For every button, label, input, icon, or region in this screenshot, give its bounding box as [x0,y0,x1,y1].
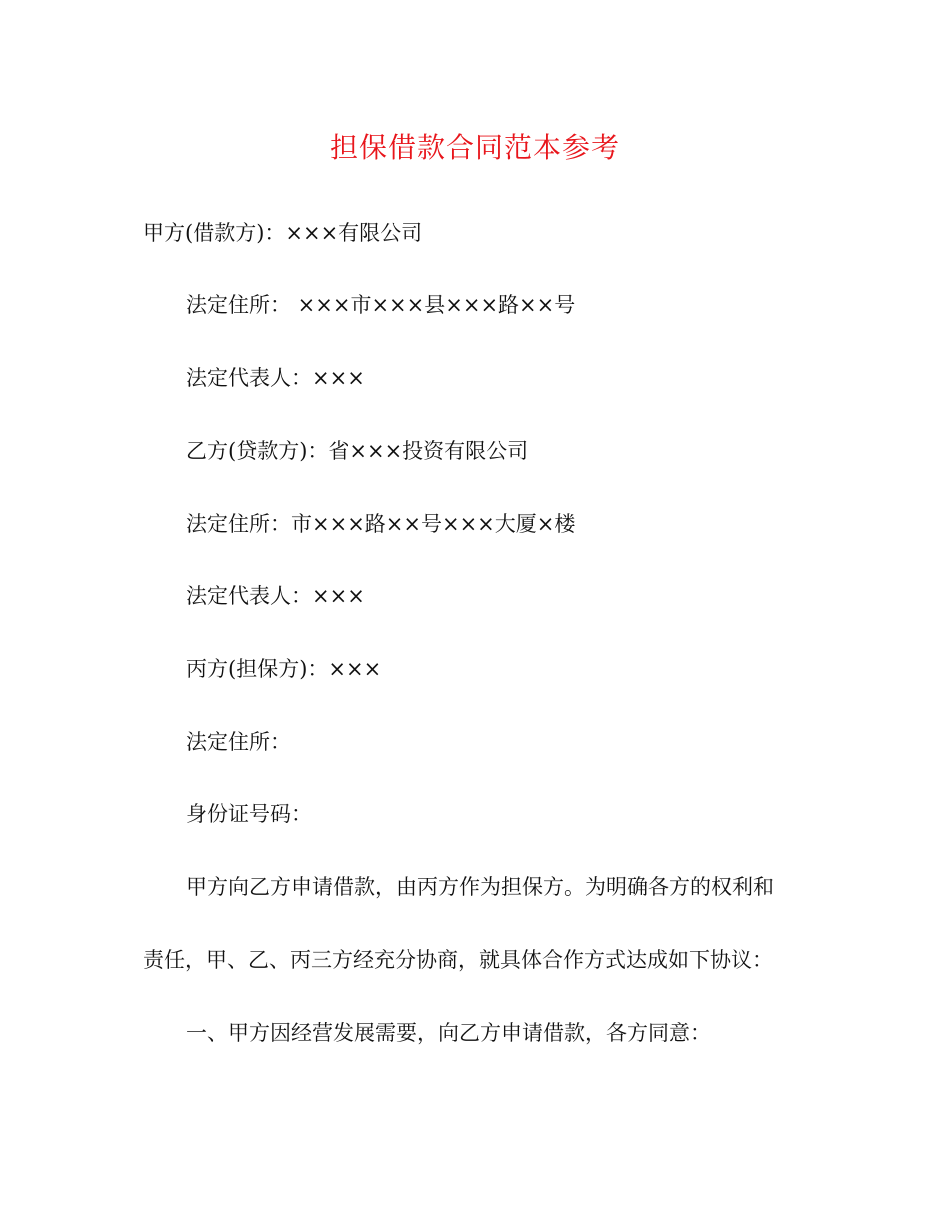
party-a-address: 法定住所： ×××市×××县×××路××号 [186,293,576,317]
document-title: 担保借款合同范本参考 [329,131,620,164]
party-c-line: 丙方(担保方)：××× [186,657,382,681]
party-b-address: 法定住所：市×××路××号×××大厦×楼 [186,512,576,536]
party-b-line: 乙方(贷款方)：省×××投资有限公司 [186,439,529,463]
party-c-id-number: 身份证号码： [186,802,312,826]
paragraph-intro-line-1: 甲方向乙方申请借款，由丙方作为担保方。为明确各方的权利和 [186,875,774,899]
clause-one-line: 一、甲方因经营发展需要，向乙方申请借款，各方同意： [186,1021,711,1045]
party-a-representative: 法定代表人：××× [186,366,365,390]
party-c-address: 法定住所： [186,730,291,754]
paragraph-intro-line-2: 责任，甲、乙、丙三方经充分协商，就具体合作方式达成如下协议： [143,948,773,972]
party-a-line: 甲方(借款方)：×××有限公司 [143,221,423,245]
party-b-representative: 法定代表人：××× [186,584,365,608]
